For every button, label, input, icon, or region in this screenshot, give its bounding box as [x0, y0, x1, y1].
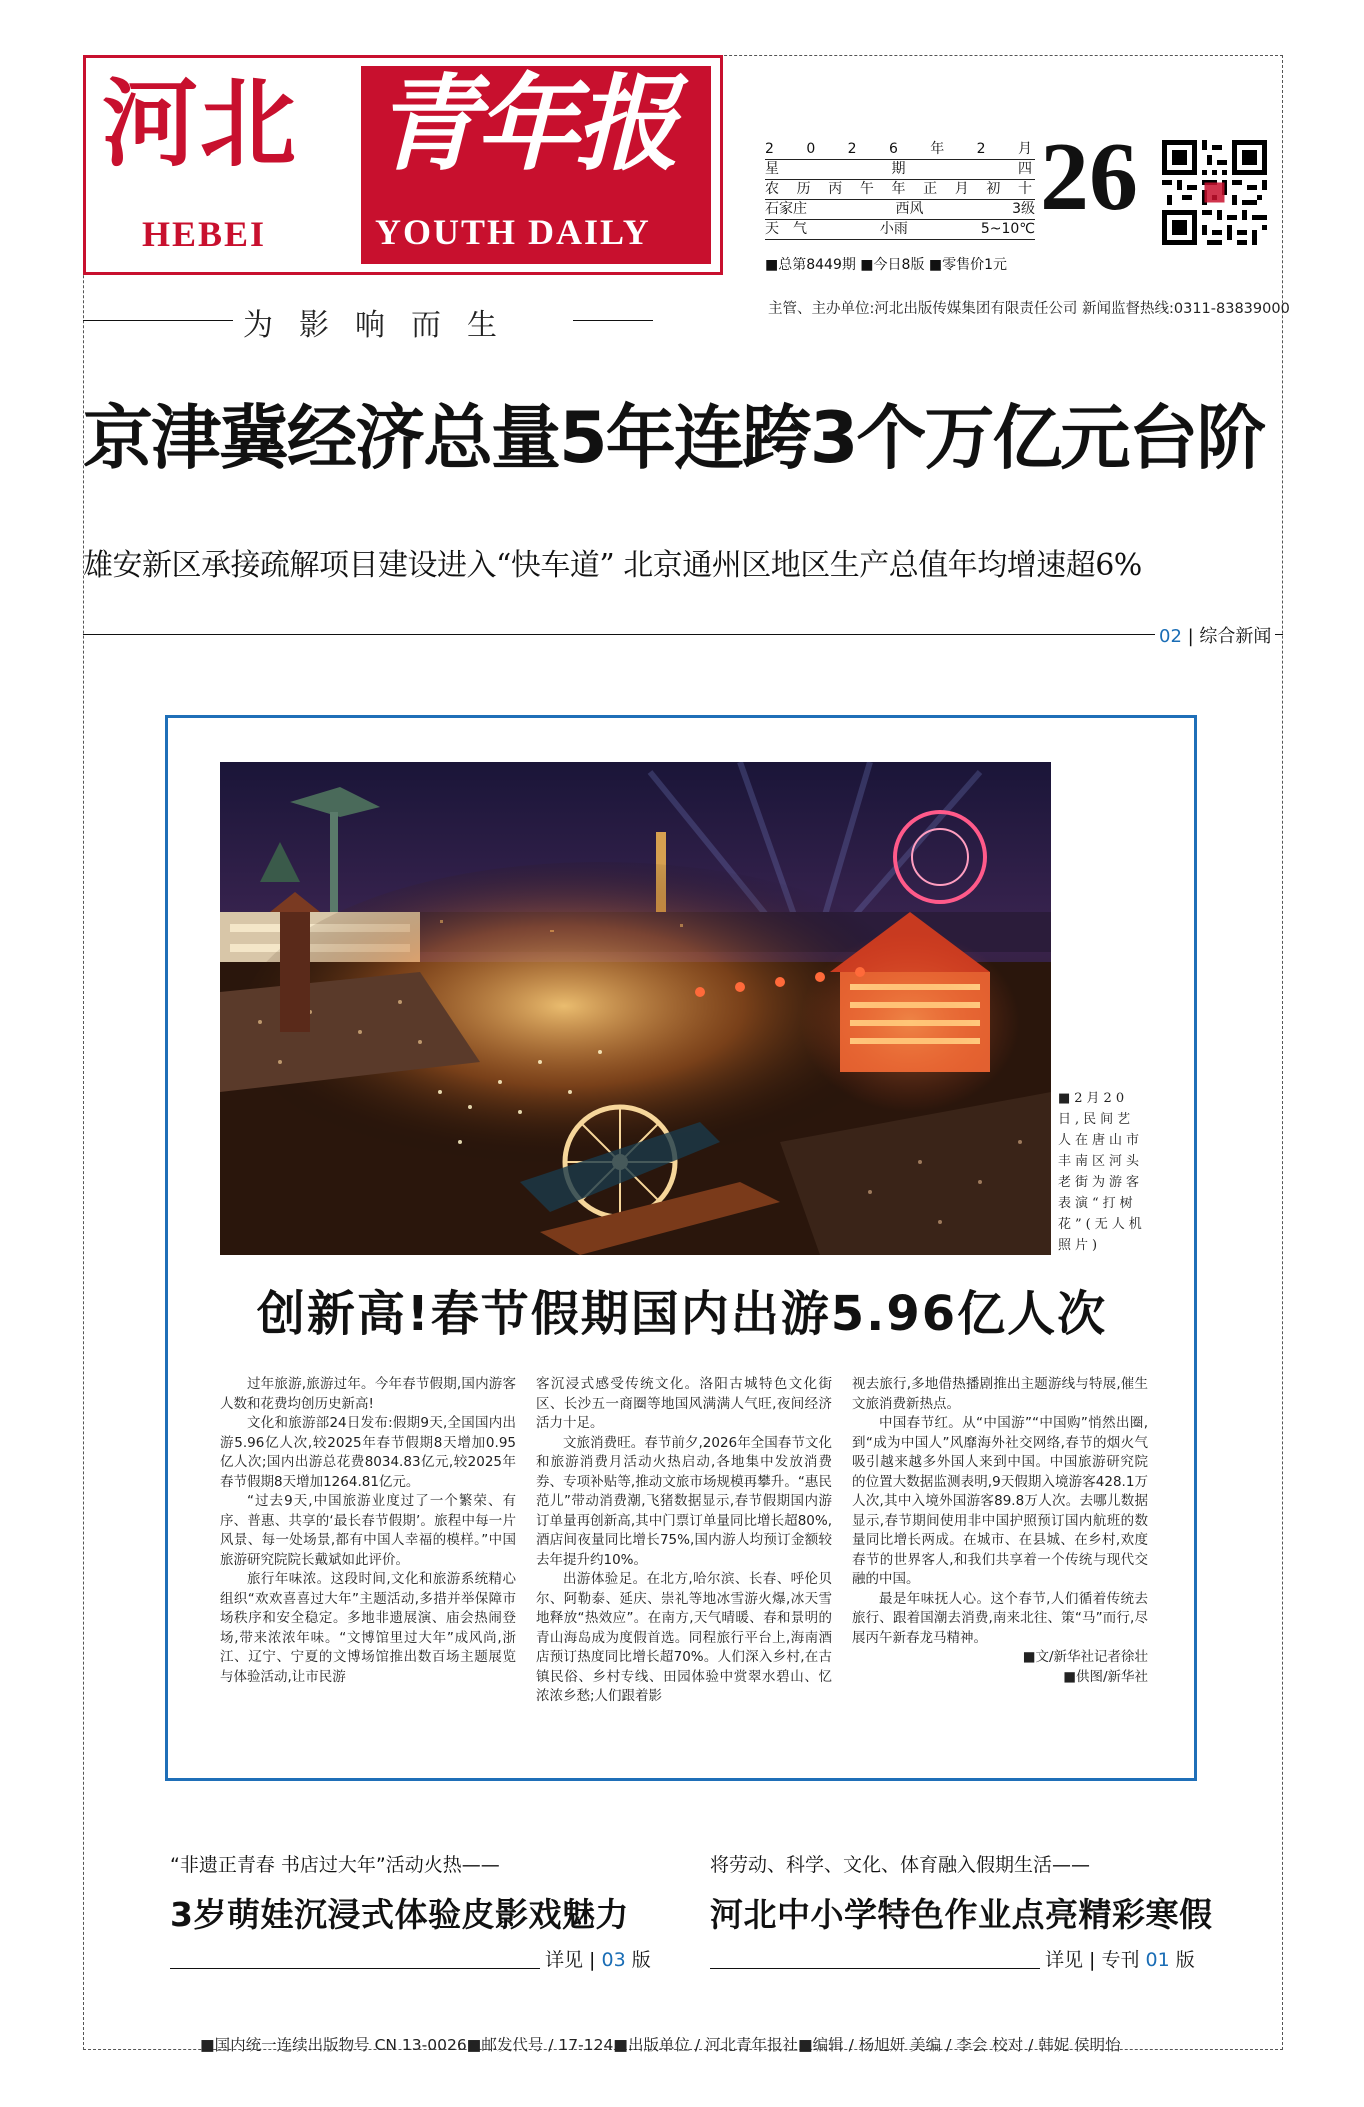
weather-row-city: 石家庄 西风 3级 [765, 200, 1035, 220]
feature-title[interactable]: 创新高!春节假期国内出游5.96亿人次 [256, 1286, 1108, 1342]
footer-info: ■国内统一连续出版物号 CN 13-0026■邮发代号 / 17-124■出版单位 / 河北青年报社■编辑 / 杨旭妍 美编 / 李会 校对 / 韩妮 侯明怡 [200, 2036, 1121, 2054]
lead-headline[interactable]: 京津冀经济总量5年连跨3个万亿元台阶 [83, 397, 1265, 479]
date-row-lunar: 农 历 丙 午 年 正 月 初 十 [765, 180, 1035, 200]
day-number: 26 [1040, 123, 1138, 231]
logo-youth-daily [361, 62, 711, 264]
teaser-right[interactable] [710, 1850, 1230, 1936]
paragraph: 视去旅行,多地借热播剧推出主题游线与特展,催生文旅消费新热点。 [852, 1376, 1148, 1412]
logo-youth-en: YOUTH DAILY [375, 212, 651, 252]
paragraph: 文旅消费旺。春节前夕,2026年全国春节文化和旅游消费月活动火热启动,各地集中发放消费券、专项补贴等,推动文旅市场规模再攀升。“惠民范儿”带动消费潮,飞猪数据显示,春节假期国内游订单量再创新高,其中门票订单量同比增长超80%,酒店间夜量同比增长75%,国内游人均预订金额较去年提升约10%。 [536, 1434, 832, 1568]
feature-column-2 [536, 1375, 832, 1707]
issue-info: ■总第8449期 ■今日8版 ■零售价1元 [765, 257, 1008, 273]
paragraph: 最是年味抚人心。这个春节,人们循着传统去旅行、跟着国潮去消费,南来北往、策“马”而行,尽展丙午新春龙马精神。 [852, 1590, 1148, 1646]
festival-night-photo [220, 762, 1051, 1255]
teaser-left[interactable] [170, 1850, 690, 1936]
paragraph: 客沉浸式感受传统文化。洛阳古城特色文化街区、长沙五一商圈等地国风满满人气旺,夜间经济活力十足。 [536, 1376, 832, 1431]
slogan-rule-left [83, 320, 233, 321]
teaser-kicker: “非遗正青春 书店过大年”活动火热—— [170, 1854, 500, 1876]
logo-hebei-en: HEBEI [142, 214, 267, 254]
paragraph: 文化和旅游部24日发布:假期9天,全国国内出游5.96亿人次,较2025年春节假期8天增加0.95亿人次;国内出游总花费8034.83亿元,较2025年春节假期8天增加1264.81亿元。 [220, 1415, 516, 1490]
logo-hebei [96, 68, 358, 260]
teaser-right-rule [710, 1968, 1040, 1969]
logo-hebei-cn: 河北 [102, 67, 298, 180]
lead-subhead: 雄安新区承接疏解项目建设进入“快车道” 北京通州区地区生产总值年均增速超6% [83, 548, 1142, 583]
slogan-rule-right [573, 320, 653, 321]
page-number: 03 [601, 1949, 626, 1971]
feature-column-1 [220, 1375, 516, 1687]
date-row-year: 2 0 2 6 年 2 月 [765, 140, 1035, 160]
paragraph: 过年旅游,旅游过年。今年春节假期,国内游客人数和花费均创历史新高! [220, 1376, 516, 1412]
author-credit: ■文/新华社记者徐壮 [1022, 1649, 1148, 1665]
section-reference[interactable]: 02 | 综合新闻 [1155, 622, 1275, 648]
sponsor-info: 主管、主办单位:河北出版传媒集团有限责任公司 新闻监督热线:0311-83839000 [768, 301, 1290, 317]
paragraph: 中国春节红。从“中国游”“中国购”悄然出圈,到“成为中国人”风靡海外社交网络,春节的烟火气吸引越来越多外国人来到中国。中国旅游研究院的位置大数据监测表明,9天假期入境游客428.1万人次,其中入境外国游客89.8万人次。去哪儿数据显示,春节期间使用非中国护照预订国内航班的数量同比增长两成。在城市、在县城、在乡村,欢度春节的世界客人,和我们共享着一个传统与现代交融的中国。 [852, 1415, 1148, 1587]
teaser-left-see[interactable]: 详见 | 03 版 [545, 1949, 651, 1971]
slogan-bar [83, 298, 583, 343]
teaser-right-see[interactable]: 详见 | 专刊 01 版 [1045, 1949, 1195, 1971]
paragraph: “过去9天,中国旅游业度过了一个繁荣、有序、普惠、共享的‘最长春节假期’。旅程中每一片风景、每一处场景,都有中国人幸福的模样。”中国旅游研究院院长戴斌如此评价。 [220, 1493, 516, 1568]
teaser-title[interactable]: 河北中小学特色作业点亮精彩寒假 [710, 1895, 1213, 1934]
teaser-kicker: 将劳动、科学、文化、体育融入假期生活—— [710, 1854, 1091, 1876]
slogan: 为影响而生 [243, 308, 523, 343]
weather-row-condition: 天 气 小雨 5~10℃ [765, 220, 1035, 240]
paragraph: 出游体验足。在北方,哈尔滨、长春、呼伦贝尔、阿勒泰、延庆、崇礼等地冰雪游火爆,冰天雪地释放“热效应”。在南方,天气晴暖、春和景明的青山海岛成为度假首选。同程旅行平台上,海南酒店预订热度同比增长超70%。人们深入乡村,在古镇民俗、乡村专线、田园体验中赏翠水碧山、忆浓浓乡愁;人们跟着影 [536, 1571, 832, 1704]
teaser-left-rule [170, 1968, 540, 1969]
section-number: 02 [1159, 626, 1182, 647]
section-name: 综合新闻 [1199, 626, 1272, 647]
masthead-logo [83, 55, 723, 275]
page-number: 01 [1145, 1949, 1170, 1971]
lead-rule [83, 634, 1283, 635]
feature-body [220, 1375, 1148, 1735]
teaser-title[interactable]: 3岁萌娃沉浸式体验皮影戏魅力 [170, 1895, 629, 1934]
paragraph: 旅行年味浓。这段时间,文化和旅游系统精心组织“欢欢喜喜过大年”主题活动,多措并举保障市场秩序和安全稳定。多地非遗展演、庙会热闹登场,带来浓浓年味。“文博馆里过大年”成风尚,浙江、辽宁、宁夏的文博场馆推出数百场主题展览与体验活动,让市民游 [220, 1571, 516, 1685]
date-block [765, 140, 1035, 240]
photo-credit: ■供图/新华社 [1063, 1668, 1148, 1685]
qr-code-icon [1162, 140, 1267, 245]
feature-column-3 [852, 1375, 1148, 1687]
logo-youth-cn: 青年报 [375, 62, 676, 185]
photo-caption: ■2月20日,民间艺人在唐山市丰南区河头老街为游客表演“打树花”(无人机照片) [1058, 1091, 1146, 1253]
date-row-weekday: 星 期 四 [765, 160, 1035, 180]
